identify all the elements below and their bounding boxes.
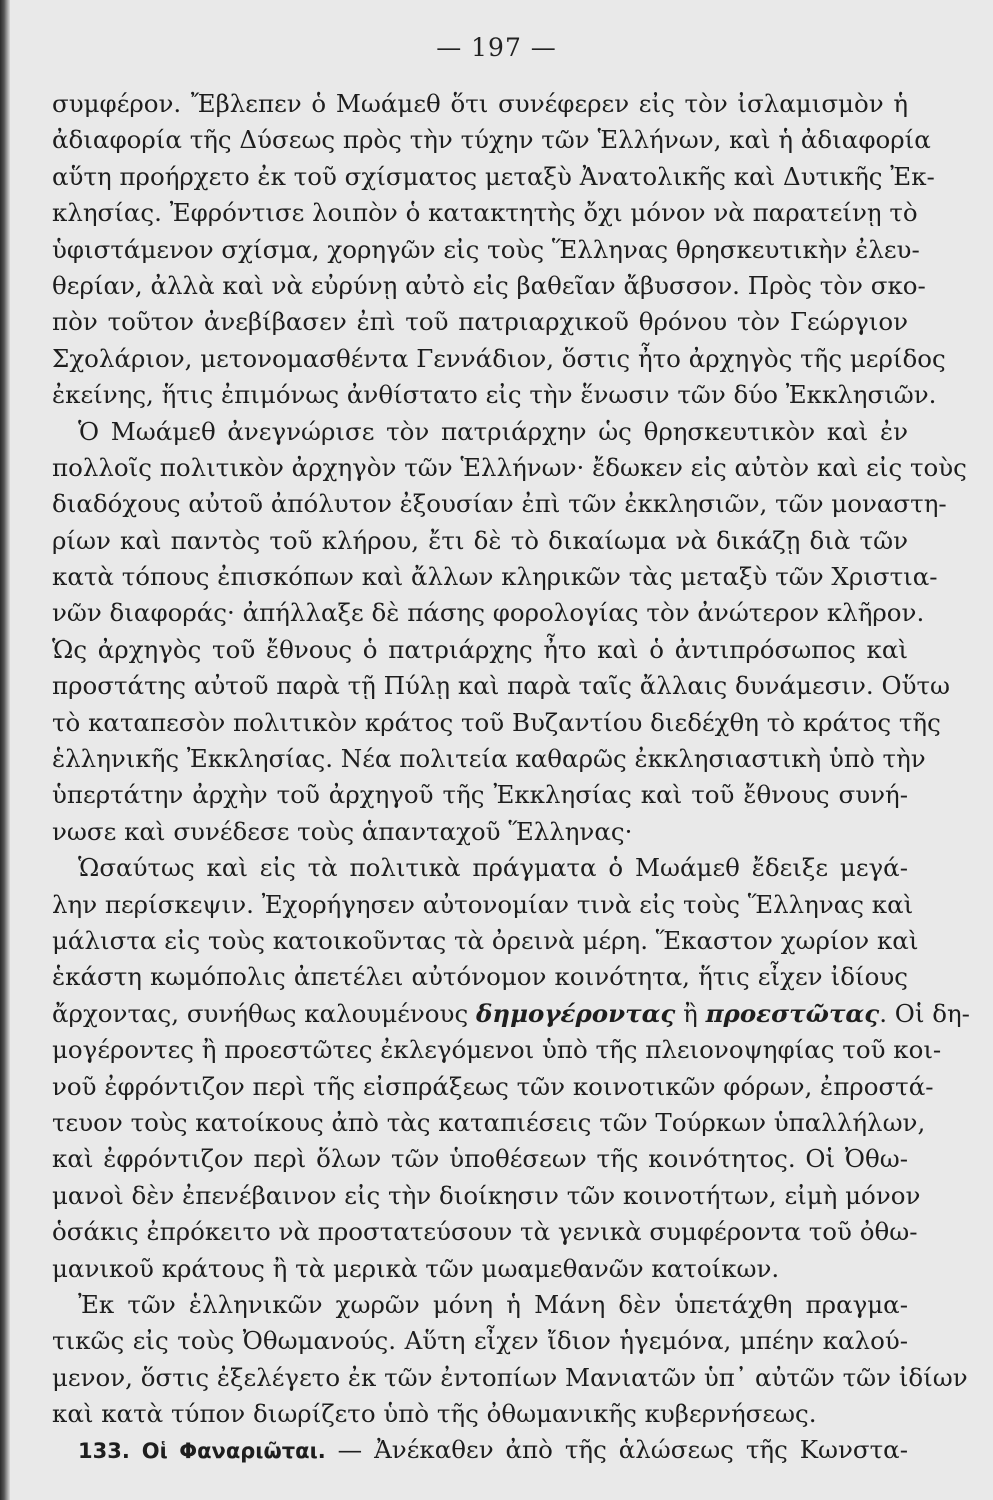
text-line: Ὡς ἀρχηγὸς τοῦ ἔθνους ὁ πατριάρχης ἦτο καὶ ὁ ἀντιπρόσωπος καὶ (52, 634, 908, 664)
text-line: Ὁ Μωάμεθ ἀνεγνώρισε τὸν πατριάρχην ὡς θρησκευτικὸν καὶ ἐν (78, 416, 908, 446)
text-line: ἑλληνικῆς Ἐκκλησίας. Νέα πολιτεία καθαρῶς ἐκκλησιαστικὴ ὑπὸ τὴν (52, 744, 926, 774)
text-line: μογέροντες ἢ προεστῶτες ἐκλεγόμενοι ὑπὸ τῆς πλειονοψηφίας τοῦ κοι- (52, 1035, 942, 1065)
text-line: ἑκάστη κωμόπολις ἀπετέλει αὐτόνομον κοινότητα, ἥτις εἶχεν ἰδίους (52, 962, 908, 992)
text-line: προστάτης αὐτοῦ παρὰ τῇ Πύλῃ καὶ παρὰ ταῖς ἄλλαις δυνάμεσιν. Οὕτω (52, 671, 951, 701)
text-line: τικῶς εἰς τοὺς Ὀθωμανούς. Αὕτη εἶχεν ἴδιον ἡγεμόνα, μπέην καλού- (52, 1326, 908, 1356)
text-line: καὶ ἐφρόντιζον περὶ ὅλων τῶν ὑποθέσεων τῆς κοινότητος. Οἱ Ὀθω- (52, 1144, 908, 1174)
text-line: ἐκείνης, ἥτις ἐπιμόνως ἀνθίστατο εἰς τὴν ἕνωσιν τῶν δύο Ἐκκλησιῶν. (52, 380, 937, 410)
text-fragment: ἄρχοντας, συνήθως καλουμένους (52, 998, 476, 1028)
text-line: κλησίας. Ἐφρόντισε λοιπὸν ὁ κατακτητὴς ὄχι μόνον νὰ παρατείνῃ τὸ (52, 198, 918, 228)
text-line: μάλιστα εἰς τοὺς κατοικοῦντας τὰ ὀρεινὰ μέρη. Ἕκαστον χωρίον καὶ (52, 925, 919, 955)
text-fragment: . Οἱ δη- (879, 998, 970, 1028)
text-line: νωσε καὶ συνέδεσε τοὺς ἁπανταχοῦ Ἕλληνας· (52, 816, 633, 846)
text-line: συμφέρον. Ἔβλεπεν ὁ Μωάμεθ ὅτι συνέφερεν εἰς τὸν ἰσλαμισμὸν ἡ (52, 89, 908, 118)
page-number: — 197 — (436, 33, 557, 62)
section-number: 133. (78, 1439, 130, 1464)
text-line: ὑφιστάμενον σχίσμα, χορηγῶν εἰς τοὺς Ἕλληνας θρησκευτικὴν ἐλευ- (52, 234, 920, 264)
text-line: θερίαν, ἀλλὰ καὶ νὰ εὐρύνῃ αὐτὸ εἰς βαθεῖαν ἄβυσσον. Πρὸς τὸν σκο- (52, 270, 926, 300)
body-text (52, 86, 970, 1469)
text-line: Ἐκ τῶν ἑλληνικῶν χωρῶν μόνη ἡ Μάνη δὲν ὑπετάχθη πραγμα- (78, 1289, 908, 1319)
text-line: νῶν διαφοράς· ἀπήλλαξε δὲ πάσης φορολογίας τὸν ἀνώτερον κλῆρον. (52, 598, 925, 628)
text-line: νοῦ ἐφρόντιζον περὶ τῆς εἰσπράξεως τῶν κοινοτικῶν φόρων, ἐπροστά- (52, 1071, 934, 1101)
section-text: Ἀνέκαθεν ἀπὸ τῆς ἁλώσεως τῆς Κωνστα- (374, 1435, 908, 1465)
text-fragment: ἢ (675, 998, 706, 1028)
text-line: διαδόχους αὐτοῦ ἀπόλυτον ἐξουσίαν ἐπὶ τῶν ἐκκλησιῶν, τῶν μοναστη- (52, 489, 947, 519)
text-line: πὸν τοῦτον ἀνεβίβασεν ἐπὶ τοῦ πατριαρχικοῦ θρόνου τὸν Γεώργιον (52, 307, 908, 337)
binding-edge (0, 0, 10, 1500)
text-line: αὕτη προήρχετο ἐκ τοῦ σχίσματος μεταξὺ Ἀνατολικῆς καὶ Δυτικῆς Ἐκ- (52, 161, 935, 191)
section-title: Οἱ Φαναριῶται. (141, 1439, 326, 1464)
text-line: Σχολάριον, μετονομασθέντα Γεννάδιον, ὅστις ἦτο ἀρχηγὸς τῆς μερίδος (52, 343, 946, 373)
text-line: ρίων καὶ παντὸς τοῦ κλήρου, ἔτι δὲ τὸ δικαίωμα νὰ δικάζῃ διὰ τῶν (52, 525, 908, 555)
text-line: πολλοῖς πολιτικὸν ἀρχηγὸν τῶν Ἑλλήνων· ἔδωκεν εἰς αὐτὸν καὶ εἰς τοὺς (52, 452, 967, 482)
section-dash: — (325, 1435, 375, 1465)
text-line: ἀδιαφορία τῆς Δύσεως πρὸς τὴν τύχην τῶν Ἑλλήνων, καὶ ἡ ἀδιαφορία (52, 125, 931, 155)
text-line: ὑπερτάτην ἀρχὴν τοῦ ἀρχηγοῦ τῆς Ἐκκλησίας καὶ τοῦ ἔθνους συνή- (52, 780, 908, 810)
text-line: μανοὶ δὲν ἐπενέβαινον εἰς τὴν διοίκησιν τῶν κοινοτήτων, εἰμὴ μόνον (52, 1180, 921, 1210)
text-line: τευον τοὺς κατοίκους ἀπὸ τὰς καταπιέσεις τῶν Τούρκων ὑπαλλήλων, (52, 1107, 926, 1137)
text-line: μενον, ὅστις ἐξελέγετο ἐκ τῶν ἐντοπίων Μανιατῶν ὑπ᾿ αὐτῶν τῶν ἰδίων (52, 1362, 968, 1392)
text-line: καὶ κατὰ τύπον διωρίζετο ὑπὸ τῆς ὀθωμανικῆς κυβερνήσεως. (52, 1399, 817, 1429)
text-line: μανικοῦ κράτους ἢ τὰ μερικὰ τῶν μωαμεθανῶν κατοίκων. (52, 1253, 780, 1283)
text-line: ὁσάκις ἐπρόκειτο νὰ προστατεύσουν τὰ γενικὰ συμφέροντα τοῦ ὀθω- (52, 1217, 918, 1247)
text-line: Ὡσαύτως καὶ εἰς τὰ πολιτικὰ πράγματα ὁ Μωάμεθ ἔδειξε μεγά- (78, 853, 908, 883)
term-proestotes: προεστῶτας (705, 998, 880, 1028)
text-line: κατὰ τόπους ἐπισκόπων καὶ ἄλλων κληρικῶν τὰς μεταξὺ τῶν Χριστια- (52, 562, 938, 592)
term-demogerontes: δημογέροντας (475, 998, 676, 1028)
text-line-with-terms (52, 996, 970, 1032)
section-heading-line (52, 1432, 908, 1468)
text-line: τὸ καταπεσὸν πολιτικὸν κράτος τοῦ Βυζαντίου διεδέχθη τὸ κράτος τῆς (52, 707, 941, 737)
text-line: λην περίσκεψιν. Ἐχορήγησεν αὐτονομίαν τινὰ εἰς τοὺς Ἕλληνας καὶ (52, 889, 914, 919)
